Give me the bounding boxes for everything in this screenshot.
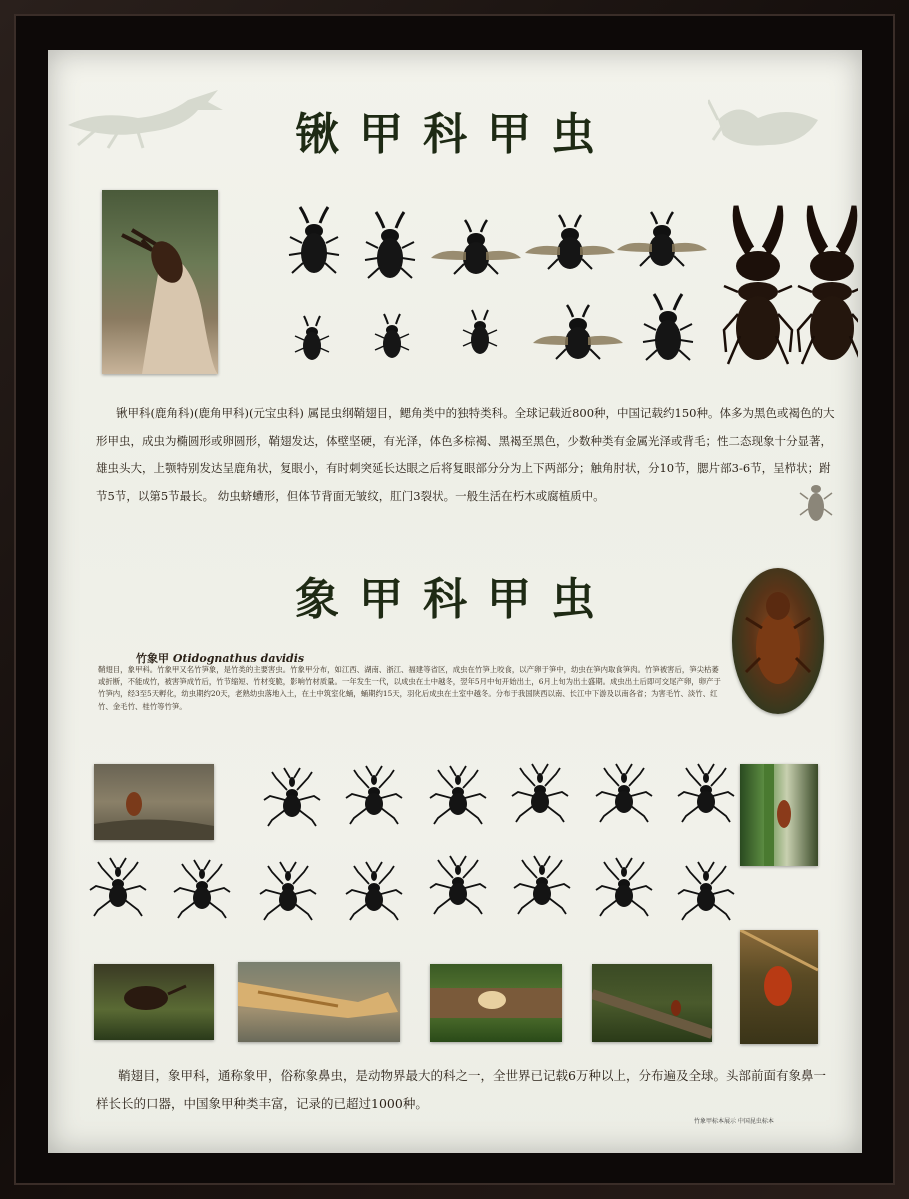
stag-beetle-description: 锹甲科(鹿角科)(鹿角甲科)(元宝虫科) 属昆虫纲鞘翅目，鳃角类中的独特类科。全球记载近800种，中国记载约150种。体多为黑色或褐色的大形甲虫，成虫为椭圆形或卵圆形，鞘翅发达，体壁坚硬，有光泽，体色多棕褐、黑褐至黑色，少数种类有金属光泽或背毛；性二态现象十分显著，雄虫头大，上颚特别发达呈鹿角状，复眼小，有时刺突延长达眼之后将复眼部分分为上下两部分；触角肘状，分10节，腮片部3-6节，呈栉状；跗节5节，以第5节最长。 幼虫蛴螬形，但体节背面无皱纹，肛门3裂状。一般生活在朽木或腐植质中。 bbox=[96, 406, 835, 503]
weevil-photo-3 bbox=[94, 964, 214, 1040]
weevil-photo-6 bbox=[592, 964, 712, 1042]
stag-beetle-photo bbox=[102, 190, 218, 374]
weevil-specimens bbox=[78, 762, 738, 932]
species-chinese-name: 竹象甲 bbox=[136, 652, 169, 665]
weevil-oval-photo bbox=[732, 568, 824, 714]
weevil-photo-2 bbox=[740, 764, 818, 866]
small-beetle-side bbox=[798, 475, 834, 535]
stag-beetle-specimens bbox=[228, 200, 858, 380]
weevil-family-description: 鞘翅目，象甲科，通称象甲，俗称象鼻虫，是动物界最大的科之一，全世界已记载6万种以上，分布遍及全球。头部前面有象鼻一样长长的口器，中国象甲种类丰富，记录的已超过1000种。 bbox=[96, 1068, 826, 1111]
weevil-photo-5 bbox=[430, 964, 562, 1042]
species-latin-name: Otidognathus davidis bbox=[172, 652, 305, 665]
weevil-species-description: 鞘翅目，象甲科。竹象甲又名竹笋象，是竹类的主要害虫。竹象甲分布，如江西、湖南、浙江、福建等省区，成虫在竹笋上咬食，以产卵于笋中，幼虫在笋内取食笋肉。竹笋被害后，笋尖枯萎或折断，不能成竹，被害笋成竹后，竹节缩短、竹材变脆，影响竹材质量。一年发生一代，以成虫在土中越冬，翌年5月中旬开始出土，6月上旬为出土盛期。成虫出土后即可交尾产卵，卵产于竹笋内，经3至5天孵化，幼虫期约20天，老熟幼虫落地入土，在土中筑室化蛹，蛹期约15天，羽化后成虫在土室中越冬。分布于我国陕西以南、长江中下游及以南各省；为害毛竹、淡竹、红竹、金毛竹、桂竹等竹笋。 bbox=[98, 665, 721, 711]
section2-title: 象甲科甲虫 bbox=[295, 574, 615, 625]
display-board bbox=[48, 50, 862, 1153]
credit-text: 竹象甲标本展示 中国昆虫标本 bbox=[694, 1118, 774, 1125]
weevil-photo-7 bbox=[740, 930, 818, 1044]
weevil-photo-4 bbox=[238, 962, 400, 1042]
section1-title: 锹甲科甲虫 bbox=[295, 109, 615, 160]
